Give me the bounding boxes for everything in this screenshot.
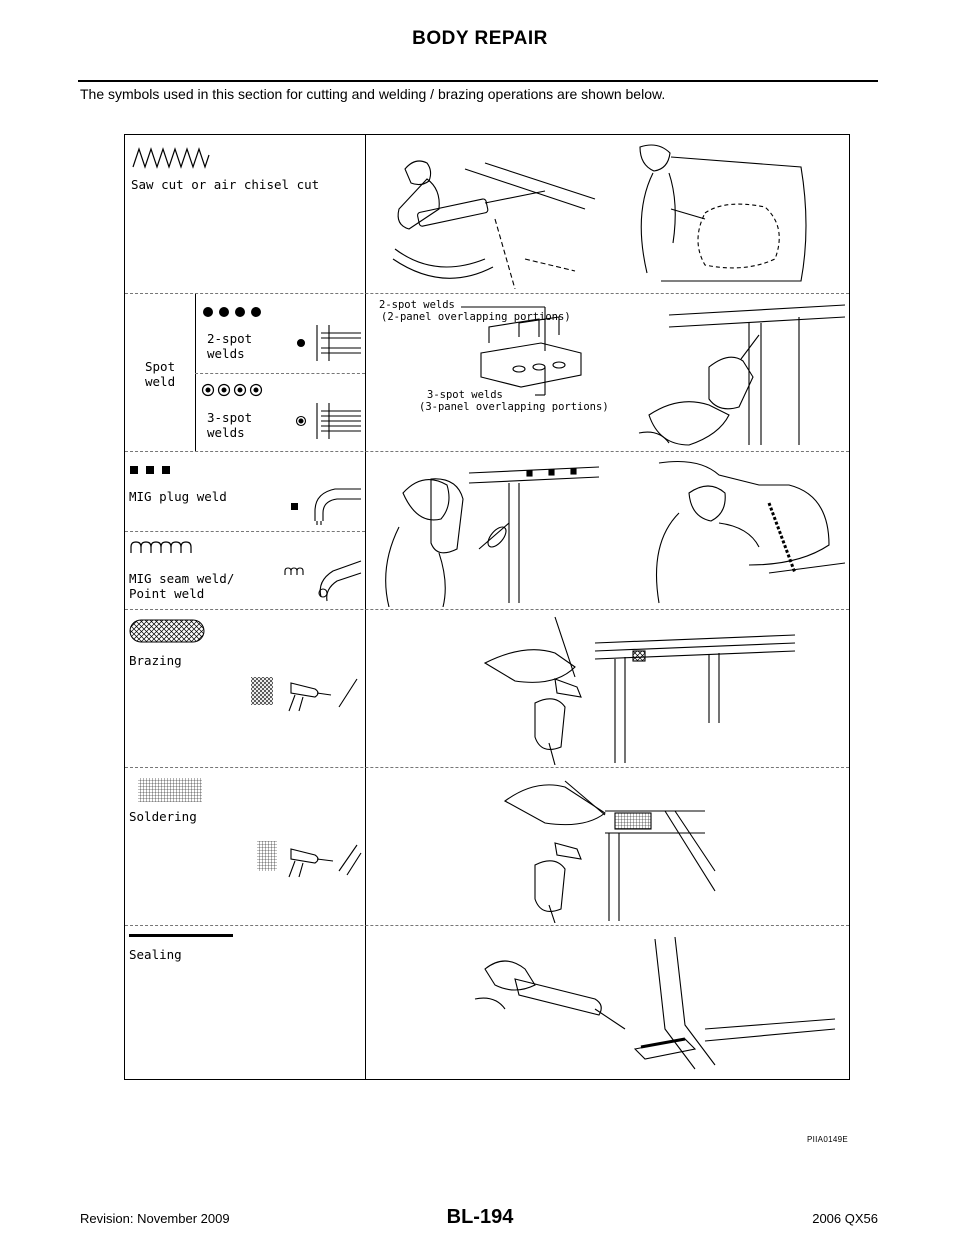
row-separator [195, 373, 365, 374]
figure-id: PIIA0149E [807, 1135, 848, 1144]
mig-seam-symbol [129, 541, 199, 555]
row-separator [125, 293, 849, 294]
sealing-illustration [375, 929, 845, 1079]
spot-weld-label-2: weld [145, 374, 176, 389]
brazing-label: Brazing [129, 653, 182, 668]
spot-weld-label-1: Spot [145, 359, 176, 374]
soldering-diagram [253, 835, 363, 879]
mig-plug-diagram [287, 481, 363, 525]
mig-seam-diagram [281, 557, 363, 603]
symbol-table [124, 134, 850, 1080]
spot-callout-2-line1: 2-spot welds [379, 299, 455, 311]
saw-cut-label: Saw cut or air chisel cut [131, 177, 320, 192]
spot-callout-3-line2: (3-panel overlapping portions) [419, 401, 609, 413]
spot-sub-divider [195, 293, 196, 451]
sealing-label: Sealing [129, 947, 182, 962]
spot-weld-illustration [369, 295, 845, 449]
revision-text: Revision: November 2009 [80, 1211, 230, 1226]
spot-callout-2-line2: (2-panel overlapping portions) [381, 311, 571, 323]
title-rule [78, 80, 878, 82]
page-title: BODY REPAIR [412, 28, 548, 49]
soldering-symbol [137, 777, 203, 803]
model-text: 2006 QX56 [812, 1211, 878, 1226]
row-separator [125, 925, 849, 926]
saw-cut-illustration [375, 139, 845, 289]
brazing-diagram [247, 673, 361, 713]
soldering-label: Soldering [129, 809, 197, 824]
spot-callout-3-line1: 3-spot welds [427, 389, 503, 401]
two-spot-label-1: 2-spot [207, 331, 253, 346]
page-number: BL-194 [446, 1206, 514, 1228]
sealing-symbol [129, 933, 233, 939]
mig-weld-illustration [369, 453, 845, 607]
three-spot-symbol [201, 383, 267, 397]
row-separator [125, 531, 365, 532]
mig-plug-label: MIG plug weld [129, 489, 227, 504]
mig-seam-label-1: MIG seam weld/ [129, 571, 235, 586]
three-spot-label-1: 3-spot [207, 410, 253, 425]
row-separator [125, 451, 849, 452]
three-spot-diagram [291, 397, 363, 443]
soldering-illustration [375, 771, 845, 923]
mig-plug-symbol [129, 465, 173, 475]
intro-text: The symbols used in this section for cutting and welding / brazing operations are shown below. [80, 86, 666, 102]
mig-seam-label-2: Point weld [129, 586, 205, 601]
row-separator [125, 767, 849, 768]
row-separator [125, 609, 849, 610]
brazing-symbol [129, 619, 205, 643]
two-spot-symbol [201, 305, 267, 319]
column-divider [365, 135, 366, 1079]
three-spot-label-2: welds [207, 425, 245, 440]
saw-cut-symbol [131, 145, 211, 169]
two-spot-label-2: welds [207, 346, 245, 361]
two-spot-diagram [291, 319, 363, 365]
brazing-illustration [375, 613, 845, 765]
